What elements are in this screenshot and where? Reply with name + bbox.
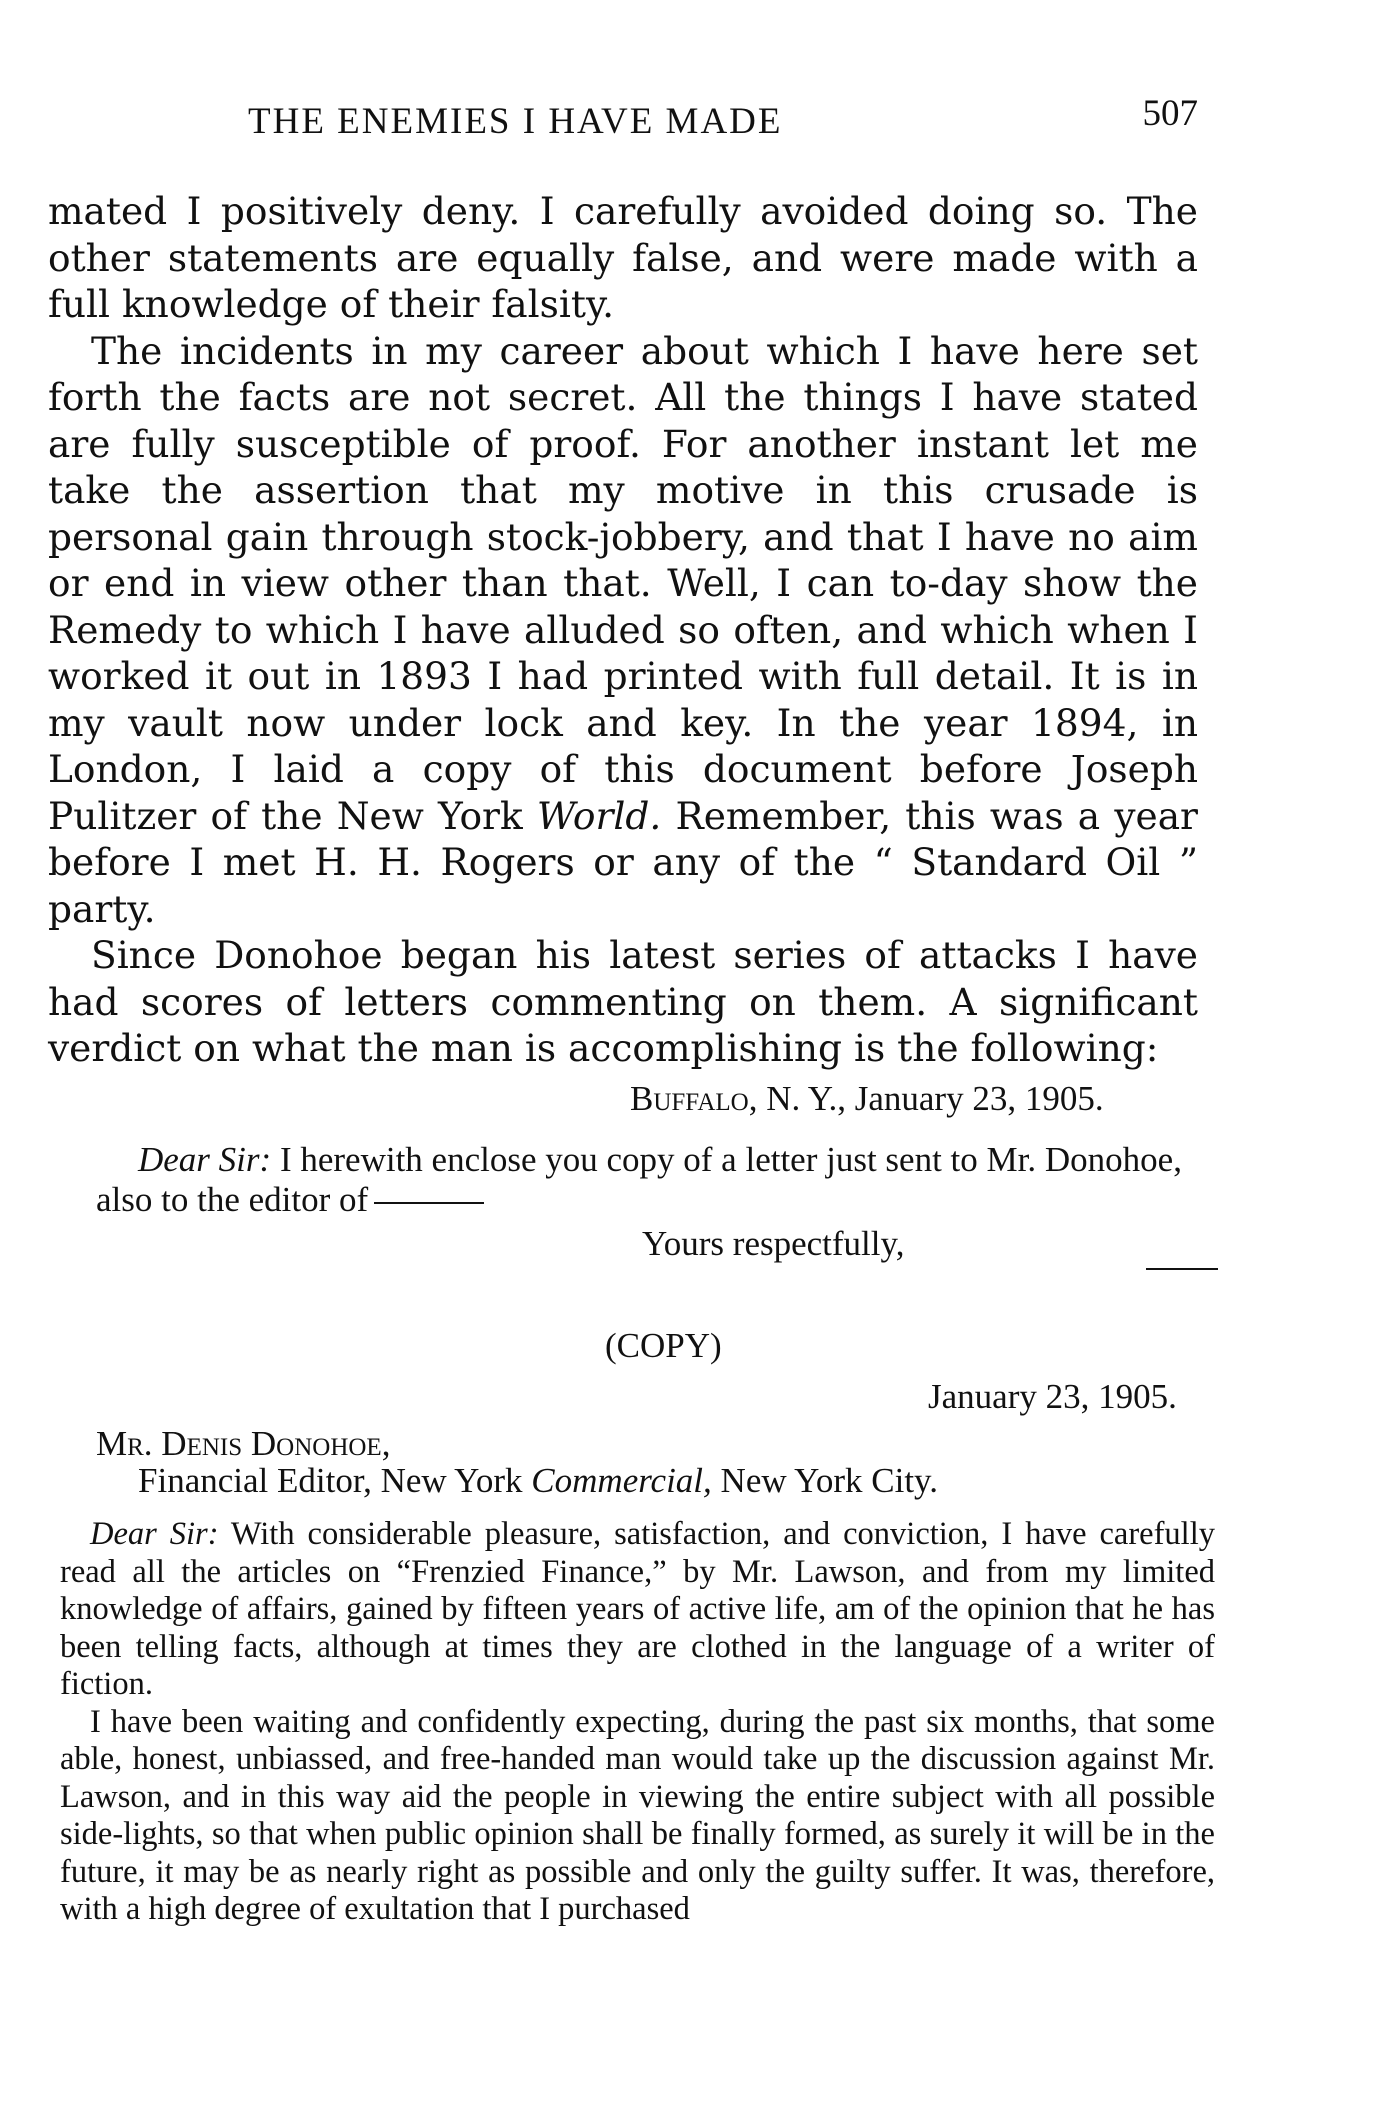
dateline-place: Buffalo: [630, 1079, 749, 1118]
addressee-name: Mr. Denis Donohoe,: [96, 1424, 391, 1463]
copy-letter-body: [60, 1516, 1215, 1929]
paragraph-text: The incidents in my career about which I have here set forth the facts are not secret. All the things I have stated are fully susceptible of proof. For another instant let me take the assertion that my motive in this crusade is personal gain through stock-jobbery, and that I have no aim or end in view other than that. Well, I can to-day show the Remedy to which I have alluded so often, and which when I worked it out in 1893 I had printed with full detail. It is in my vault now under lock and key. In the year 1894, in London, I laid a copy of this document before Joseph Pulitzer of the New York: [48, 328, 1198, 838]
italic-text: Commercial,: [531, 1461, 712, 1500]
page-header: [48, 92, 1198, 152]
dateline-date: , N. Y., January 23, 1905.: [748, 1079, 1104, 1118]
letter-paragraph: [60, 1516, 1215, 1704]
omission-rule: [374, 1202, 484, 1204]
paragraph: mated I positively deny. I carefully avoided doing so. The other statements are equally false, and were made with a full knowledge of their falsity.: [48, 189, 1198, 326]
page-number: 507: [1142, 93, 1198, 134]
addressee-text: New York City.: [711, 1461, 939, 1500]
italic-text: World.: [536, 793, 662, 838]
letter-paragraph: [96, 1140, 1246, 1220]
letter-paragraph: I have been waiting and confidently expecting, during the past six months, that some able, honest, unbiassed, and free-handed man would take up the discussion against Mr. Lawson, and in this way aid the people in viewing the entire subject with all possible side-lights, so that when public opinion shall be finally formed, as surely it will be in the future, it may be as nearly right as possible and only the guilty suffer. It was, therefore, with a high degree of exultation that I purchased: [60, 1703, 1215, 1927]
addressee-title: [138, 1462, 938, 1500]
paragraph-text: Remember, this was a year before I met H. H. Rogers or any of the “ Standard Oil ” party.: [48, 793, 1198, 931]
running-title: THE ENEMIES I HAVE MADE: [248, 101, 783, 142]
letter-text: With considerable pleasure, satisfaction, and conviction, I have carefully read all the articles on “Frenzied Finance,” by Mr. Lawson, and from my limited knowledge of affairs, gained by fifteen years of active life, am of the opinion that he has been telling facts, although at times they are clothed in the language of a writer of fiction.: [60, 1516, 1215, 1702]
letter-dateline: [630, 1080, 1104, 1118]
letter-closing: Yours respectfully,: [642, 1224, 905, 1263]
letter-body: [96, 1140, 1246, 1220]
copy-date: January 23, 1905.: [928, 1377, 1177, 1416]
salutation: Dear Sir:: [138, 1140, 272, 1179]
salutation: Dear Sir:: [90, 1516, 219, 1552]
copy-label: (COPY): [605, 1326, 722, 1365]
paragraph: [48, 328, 1198, 933]
body-text: [48, 188, 1198, 1072]
addressee-text: Financial Editor, New York: [138, 1461, 532, 1500]
paragraph: Since Donohoe began his latest series of attacks I have had scores of letters commenting on them. A significant verdict on what the man is accomplishing is the following:: [48, 933, 1198, 1070]
signature-rule: [1146, 1268, 1218, 1270]
letter-text: I herewith enclose you copy of a letter just sent to Mr. Donohoe, also to the editor of: [96, 1140, 1182, 1219]
